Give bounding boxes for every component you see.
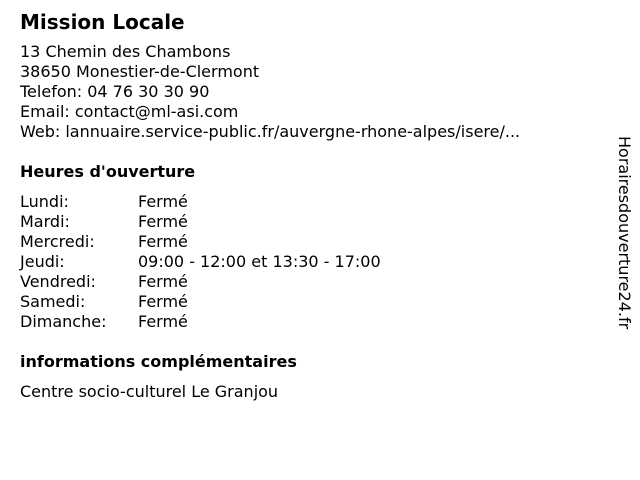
street-address: 13 Chemin des Chambons [20,42,231,61]
email-line: Email: contact@ml-asi.com [20,102,239,121]
day-label: Mercredi: [20,232,95,251]
opening-hours-heading: Heures d'ouverture [20,162,196,181]
hours-value: Fermé [138,192,188,211]
day-label: Dimanche: [20,312,107,331]
phone-line: Telefon: 04 76 30 30 90 [20,82,210,101]
hours-row-wednesday [20,232,600,252]
hours-value: Fermé [138,272,188,291]
hours-value: Fermé [138,312,188,331]
day-label: Jeudi: [20,252,65,271]
web-line: Web: lannuaire.service-public.fr/auvergne-rhone-alpes/isere/... [20,122,521,141]
day-label: Mardi: [20,212,70,231]
hours-row-monday [20,192,600,212]
opening-hours-table [20,192,600,332]
address-block [20,42,600,142]
hours-value: Fermé [138,232,188,251]
day-label: Vendredi: [20,272,96,291]
hours-row-sunday [20,312,600,332]
additional-info-text: Centre socio-culturel Le Granjou [20,382,279,401]
day-label: Samedi: [20,292,86,311]
hours-value: Fermé [138,212,188,231]
hours-row-saturday [20,292,600,312]
site-watermark: Horairesdouverture24.fr [615,136,634,330]
hours-value: Fermé [138,292,188,311]
hours-row-tuesday [20,212,600,232]
hours-row-thursday [20,252,600,272]
city-line: 38650 Monestier-de-Clermont [20,62,260,81]
business-title: Mission Locale [20,10,185,34]
additional-info-heading: informations complémentaires [20,352,297,371]
day-label: Lundi: [20,192,69,211]
hours-row-friday [20,272,600,292]
business-card [20,10,600,402]
hours-value: 09:00 - 12:00 et 13:30 - 17:00 [138,252,381,271]
